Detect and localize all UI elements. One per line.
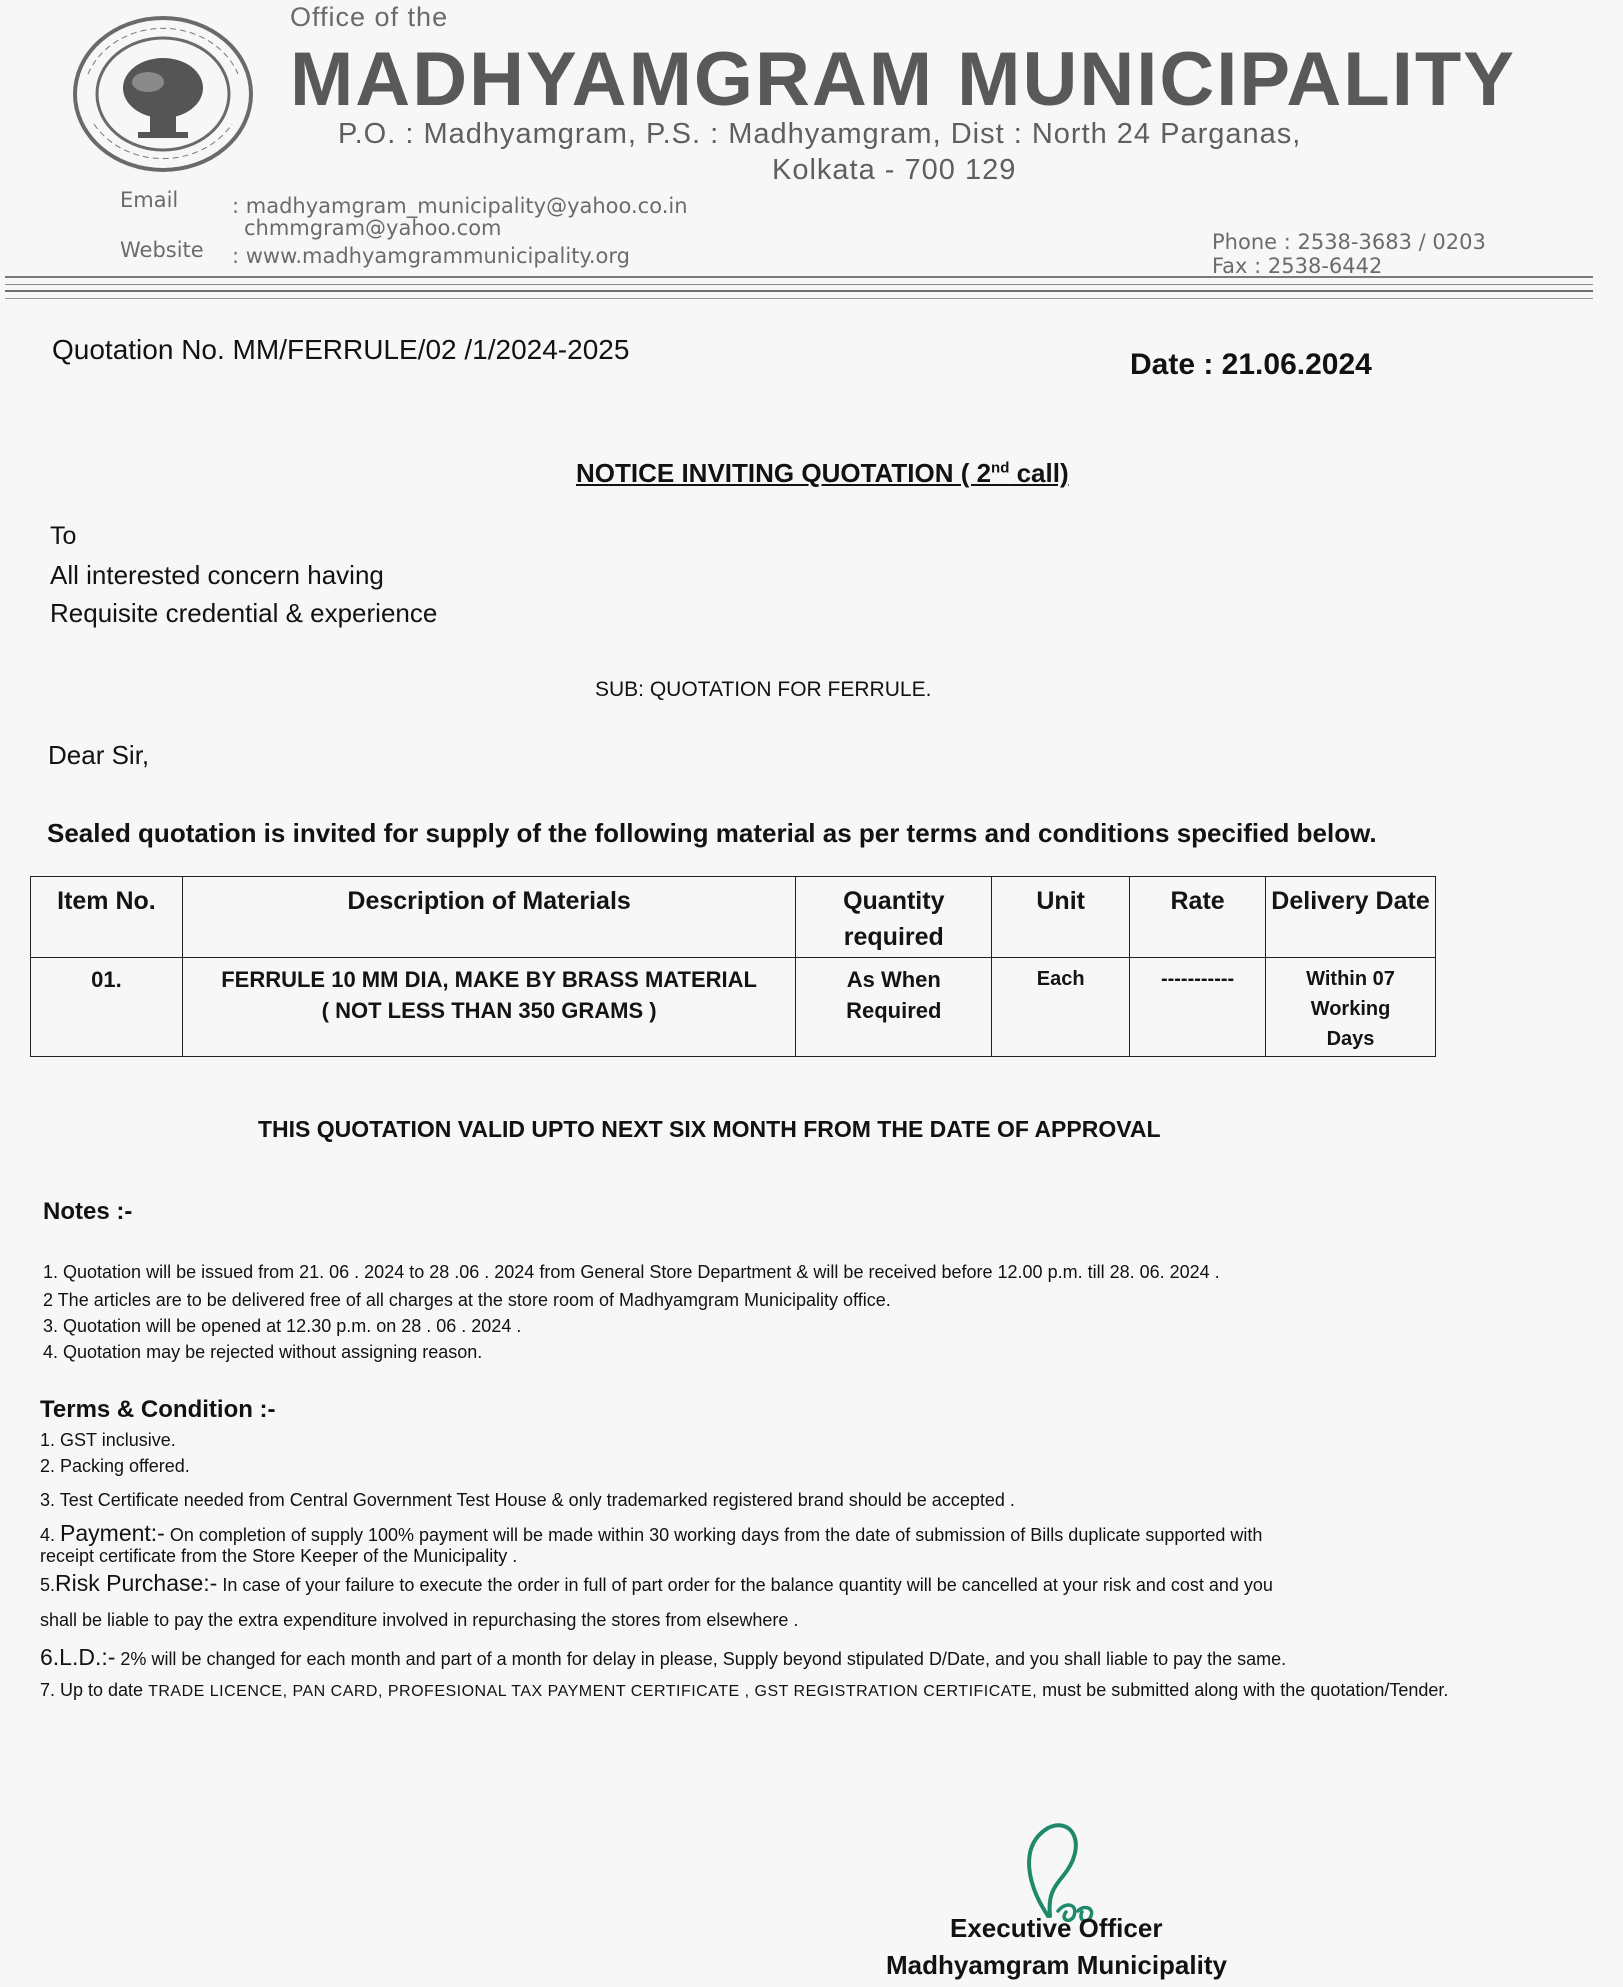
- quantity-line-1: As When: [846, 967, 941, 992]
- term-text: 7. Up to date: [40, 1680, 149, 1700]
- recipient-to: To: [50, 522, 77, 550]
- cell-description: [182, 958, 795, 1057]
- header-delivery-date: Delivery Date: [1266, 877, 1436, 958]
- cell-quantity: [796, 958, 992, 1057]
- header-unit: Unit: [992, 877, 1130, 958]
- quotation-date: Date : 21.06.2024: [1130, 348, 1372, 381]
- notice-title-end: call): [1009, 458, 1069, 488]
- validity-statement: THIS QUOTATION VALID UPTO NEXT SIX MONTH FROM THE DATE OF APPROVAL: [258, 1116, 1161, 1142]
- table-header-row: [31, 877, 1436, 958]
- cell-unit: Each: [992, 958, 1130, 1057]
- address-line-1: P.O. : Madhyamgram, P.S. : Madhyamgram, Dist : North 24 Parganas,: [338, 118, 1302, 150]
- cell-delivery: [1266, 958, 1436, 1057]
- salutation: Dear Sir,: [48, 740, 150, 770]
- note-item: 3. Quotation will be opened at 12.30 p.m. on 28 . 06 . 2024 .: [43, 1316, 522, 1336]
- header-rate: Rate: [1130, 877, 1266, 958]
- term-item-ld: [40, 1644, 1286, 1671]
- signatory-title: Executive Officer: [950, 1913, 1163, 1943]
- header-quantity: Quantity required: [796, 877, 992, 958]
- recipient-line-3: Requisite credential & experience: [50, 598, 438, 628]
- letterhead-divider: [5, 284, 1593, 285]
- notice-title: [576, 458, 1069, 489]
- terms-heading: Terms & Condition :-: [40, 1396, 276, 1423]
- fax-number: Fax : 2538-6442: [1212, 254, 1383, 278]
- cell-item-no: 01.: [31, 958, 183, 1057]
- delivery-line-1: Within 07: [1306, 968, 1395, 990]
- header-item-no: Item No.: [31, 877, 183, 958]
- term-documents-list: TRADE LICENCE, PAN CARD, PROFESIONAL TAX PAYMENT CERTIFICATE , GST REGISTRATION CERTIFICATE,: [148, 1683, 1038, 1700]
- signatory-organisation: Madhyamgram Municipality: [886, 1950, 1227, 1980]
- intro-paragraph: Sealed quotation is invited for supply of the following material as per terms and conditions specified below.: [47, 818, 1377, 848]
- letterhead-divider: [5, 276, 1593, 278]
- term-label: Risk Purchase:-: [55, 1570, 218, 1596]
- note-item: 2 The articles are to be delivered free of all charges at the store room of Madhyamgram Municipality office.: [43, 1290, 891, 1310]
- table-row: [31, 958, 1436, 1057]
- term-item-documents: [40, 1680, 1486, 1701]
- description-line-2: ( NOT LESS THAN 350 GRAMS ): [321, 998, 657, 1023]
- notice-title-sup: nd: [991, 459, 1010, 477]
- delivery-line-2: Working: [1310, 998, 1391, 1020]
- term-label: Payment:-: [60, 1520, 165, 1546]
- delivery-line-3: Days: [1326, 1028, 1375, 1050]
- term-text: must be submitted along with the quotation/Tender.: [1037, 1680, 1449, 1700]
- notes-heading: Notes :-: [43, 1198, 133, 1225]
- term-number: 5.: [40, 1575, 56, 1595]
- email-address-2: chmmgram@yahoo.com: [244, 216, 502, 240]
- header-description: Description of Materials: [182, 877, 795, 958]
- office-of-label: Office of the: [290, 2, 449, 32]
- term-text: In case of your failure to execute the order in full of part order for the balance quantity will be cancelled at your risk and cost and you: [217, 1575, 1273, 1595]
- website-url: : www.madhyamgrammunicipality.org: [232, 244, 630, 268]
- term-item-risk-purchase: [40, 1570, 1273, 1597]
- term-number: 4.: [40, 1525, 56, 1545]
- municipality-seal-logo: [68, 14, 258, 174]
- term-text: On completion of supply 100% payment will be made within 30 working days from the date of submission of Bills duplicate supported with: [164, 1525, 1263, 1545]
- term-item-payment: [40, 1520, 1262, 1547]
- letterhead-divider: [5, 290, 1593, 292]
- notice-title-main: NOTICE INVITING QUOTATION ( 2: [576, 458, 992, 488]
- term-text: 2% will be changed for each month and part of a month for delay in please, Supply beyond stipulated D/Date, and you shall liable to pay the same.: [115, 1649, 1287, 1669]
- subject-line: SUB: QUOTATION FOR FERRULE.: [595, 678, 932, 701]
- quantity-line-2: Required: [846, 998, 942, 1023]
- note-item: 1. Quotation will be issued from 21. 06 . 2024 to 28 .06 . 2024 from General Store Department & will be received before 12.00 p.m. till 28. 06. 2024 .: [43, 1262, 1220, 1282]
- note-item: 4. Quotation may be rejected without assigning reason.: [43, 1342, 483, 1362]
- phone-number: Phone : 2538-3683 / 0203: [1212, 230, 1486, 254]
- term-label: 6.L.D.:-: [40, 1644, 116, 1670]
- quotation-number: Quotation No. MM/FERRULE/02 /1/2024-2025: [52, 334, 630, 365]
- municipality-name: MADHYAMGRAM MUNICIPALITY: [290, 37, 1516, 122]
- cell-rate: -----------: [1130, 958, 1266, 1057]
- term-item: 2. Packing offered.: [40, 1456, 190, 1476]
- term-item-continuation: shall be liable to pay the extra expenditure involved in repurchasing the stores from elsewhere .: [40, 1610, 799, 1630]
- term-item: 3. Test Certificate needed from Central Government Test House & only trademarked registered brand should be accepted .: [40, 1490, 1015, 1510]
- description-line-1: FERRULE 10 MM DIA, MAKE BY BRASS MATERIAL: [221, 967, 757, 992]
- term-item-continuation: receipt certificate from the Store Keeper of the Municipality .: [40, 1546, 518, 1566]
- recipient-line-2: All interested concern having: [50, 560, 384, 590]
- materials-table: [30, 876, 1436, 1057]
- term-item: 1. GST inclusive.: [40, 1430, 176, 1450]
- website-label: Website: [120, 238, 204, 262]
- email-label: Email: [120, 188, 179, 212]
- email-address-1: : madhyamgram_municipality@yahoo.co.in: [232, 194, 688, 218]
- address-line-2: Kolkata - 700 129: [772, 154, 1017, 186]
- letterhead-divider: [5, 298, 1593, 299]
